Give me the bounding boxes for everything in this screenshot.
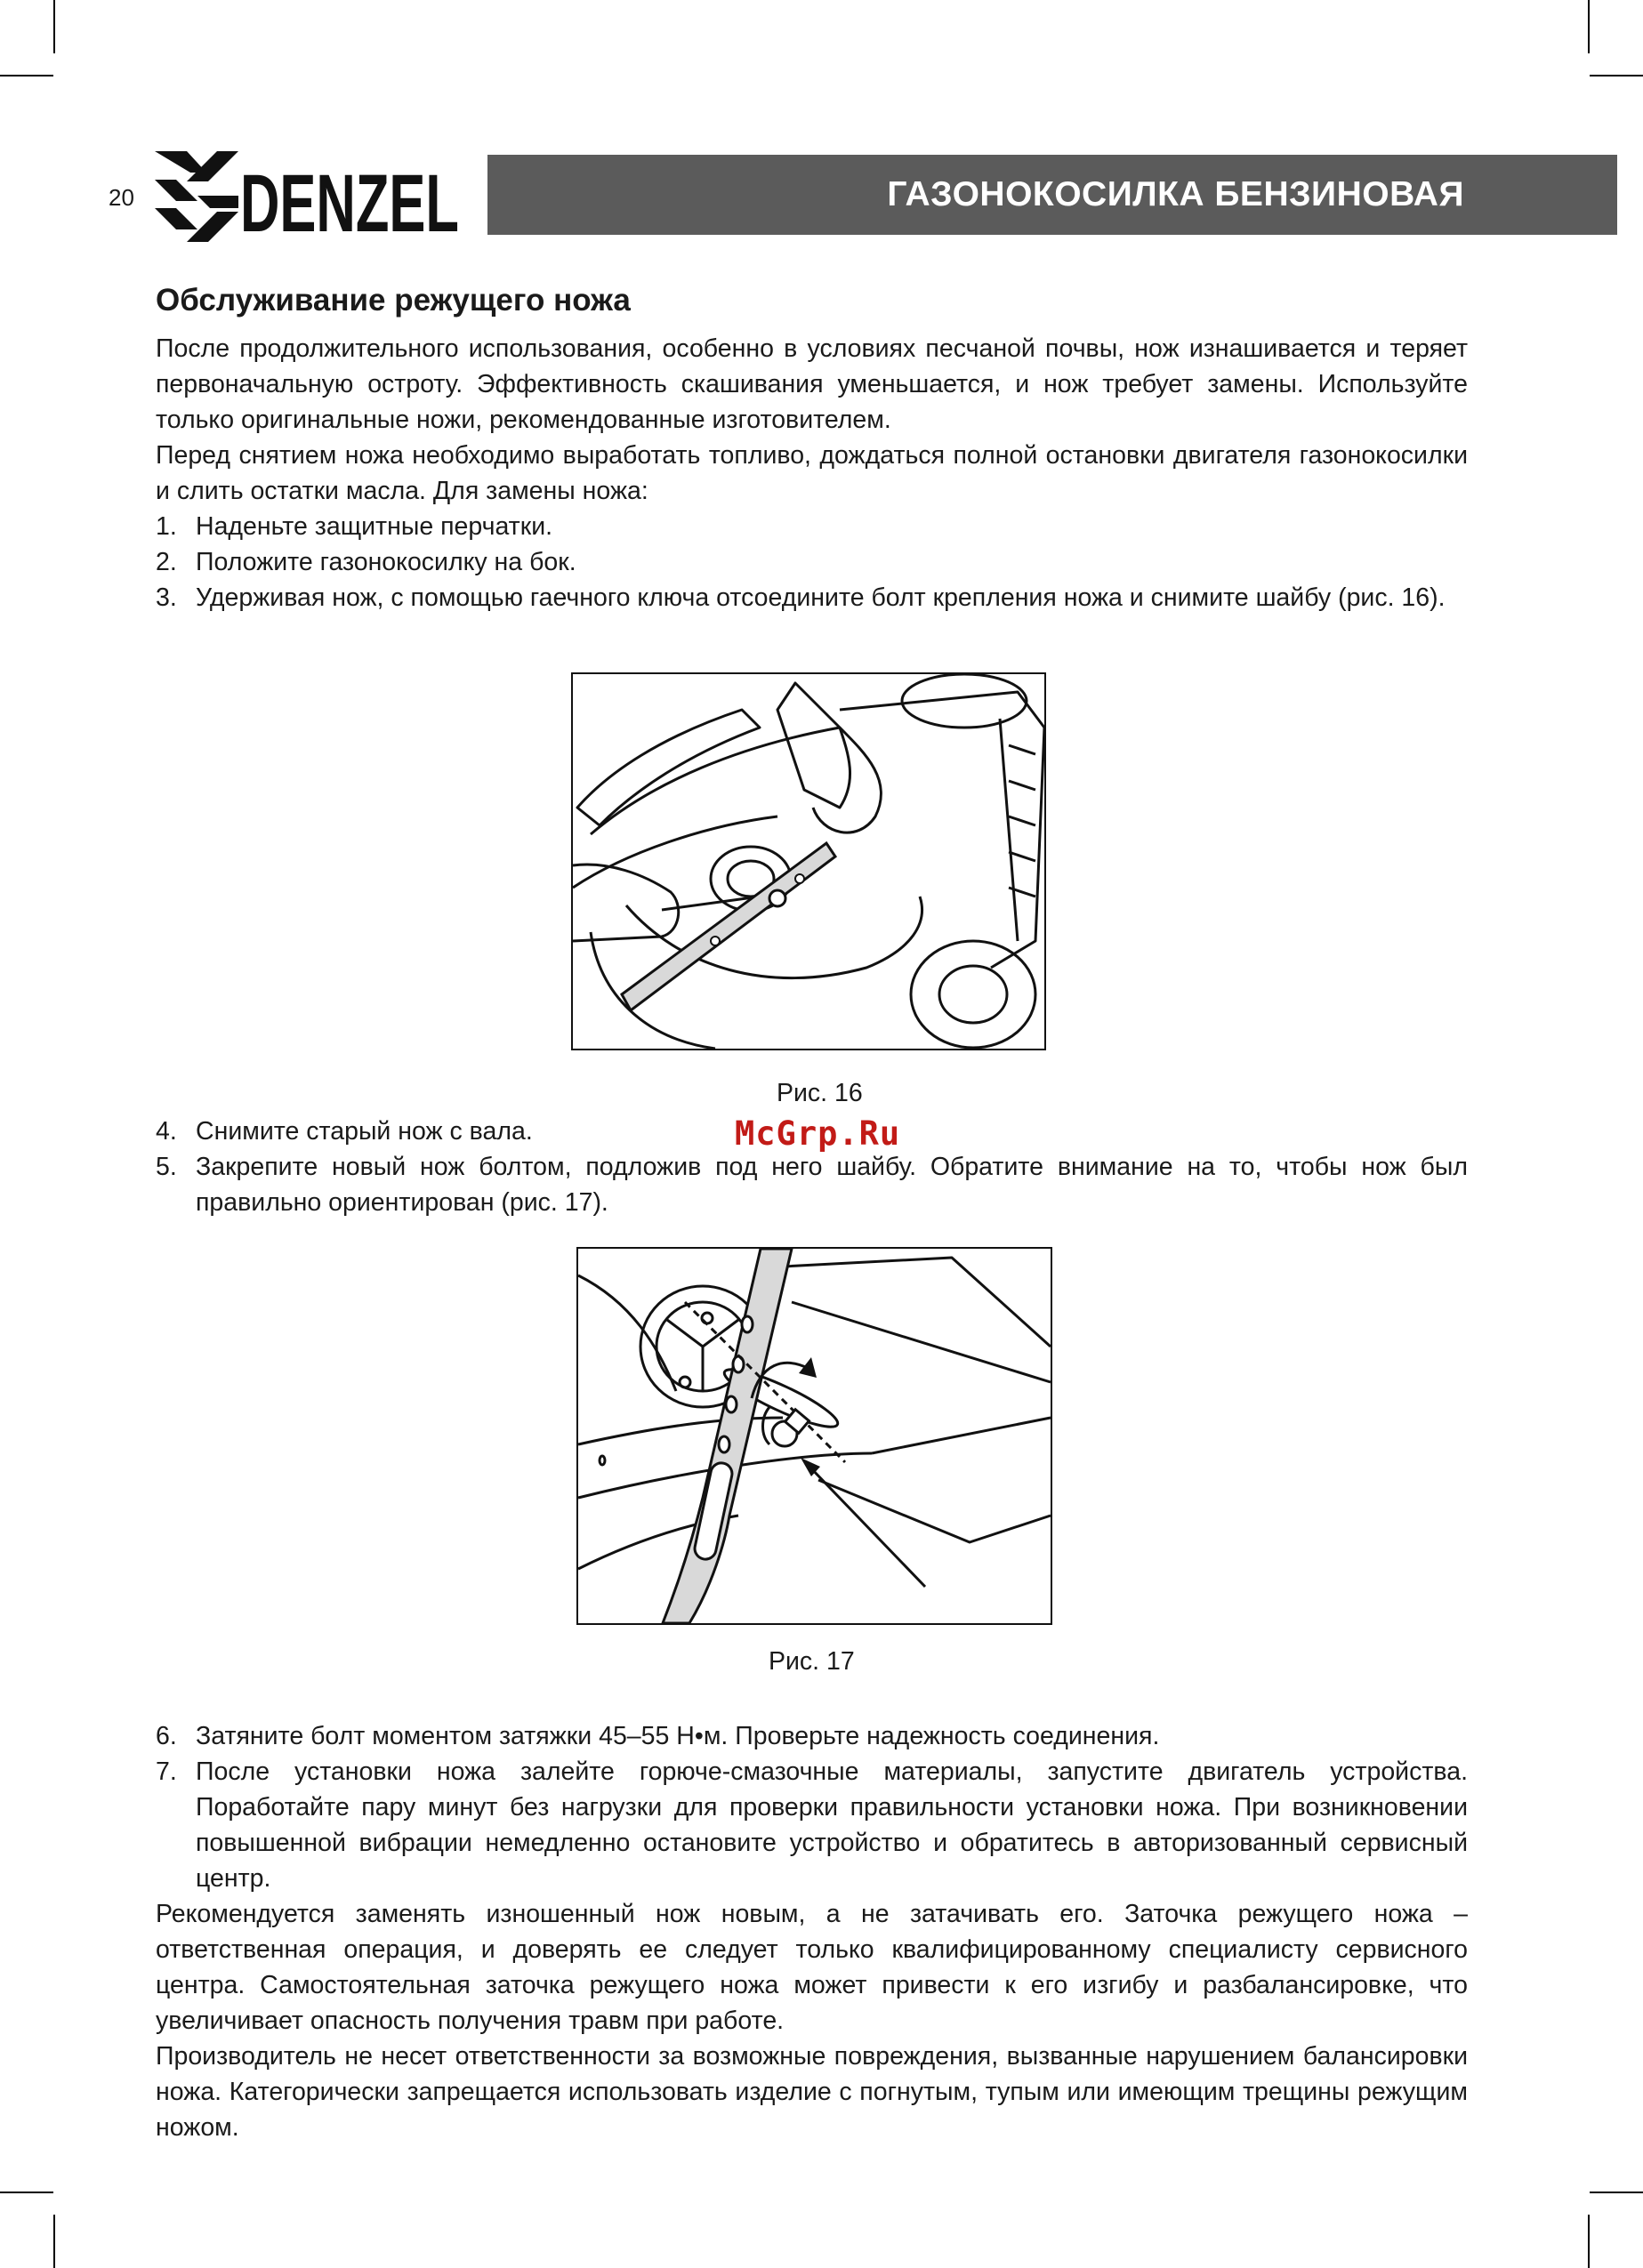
list-item bbox=[156, 1149, 1468, 1220]
list-item bbox=[156, 544, 1468, 580]
logo-wordmark: DENZEL bbox=[240, 158, 459, 249]
step-text: Снимите старый нож с вала. bbox=[196, 1117, 533, 1146]
step-text: Наденьте защитные перчатки. bbox=[196, 512, 553, 541]
paragraph: Рекомендуется заменять изношенный нож новым, а не затачивать его. Заточка режущего ножа – ответственная операция, и доверять ее следует только квалифицированному специалисту сервисного центра. Самостоятельная заточка режущего ножа может привести к его изгибу и разбалансировке, что увеличивает опасность получения травм при работе. bbox=[156, 1900, 1468, 2035]
intro-block bbox=[156, 331, 1468, 615]
step-text: Удерживая нож, с помощью гаечного ключа отсоедините болт крепления ножа и снимите шайбу (рис. 16). bbox=[196, 583, 1446, 612]
brand-logo bbox=[151, 149, 463, 249]
step-number: 2. bbox=[156, 548, 177, 576]
step-number: 1. bbox=[156, 512, 177, 541]
step-number: 3. bbox=[156, 583, 177, 612]
crop-mark bbox=[53, 2215, 55, 2268]
header-title-bar: ГАЗОНОКОСИЛКА БЕНЗИНОВАЯ bbox=[487, 155, 1617, 235]
watermark: McGrp.Ru bbox=[735, 1114, 901, 1153]
step-list bbox=[156, 1718, 1468, 1896]
crop-mark bbox=[1590, 2192, 1643, 2193]
crop-mark bbox=[1588, 0, 1590, 53]
crop-mark bbox=[1590, 75, 1643, 76]
paragraph: После продолжительного использования, особенно в условиях песчаной почвы, нож изнашивается и теряет первоначальную остроту. Эффективность скашивания уменьшается, и нож требует замены. Используйте только оригинальные ножи, рекомендованные изготовителем. bbox=[156, 334, 1468, 434]
figure-17-caption: Рис. 17 bbox=[769, 1647, 855, 1676]
crop-mark bbox=[1588, 2215, 1590, 2268]
paragraph: Производитель не несет ответственности за возможные повреждения, вызванные нарушением балансировки ножа. Категорически запрещается использовать изделие с погнутым, тупым или имеющим трещины режущим ножом. bbox=[156, 2042, 1468, 2142]
step-number: 6. bbox=[156, 1722, 177, 1750]
figure-16-caption: Рис. 16 bbox=[777, 1079, 863, 1107]
steps-block-3 bbox=[156, 1718, 1468, 2145]
paragraph: Перед снятием ножа необходимо выработать топливо, дождаться полной остановки двигателя газонокосилки и слить остатки масла. Для замены ножа: bbox=[156, 441, 1468, 505]
list-item bbox=[156, 509, 1468, 544]
step-text: Положите газонокосилку на бок. bbox=[196, 548, 576, 576]
list-item bbox=[156, 1718, 1468, 1754]
section-title: Обслуживание режущего ножа bbox=[156, 283, 631, 318]
crop-mark bbox=[0, 75, 53, 76]
mower-blade-removal-illustration bbox=[573, 674, 1044, 1049]
list-item bbox=[156, 580, 1468, 615]
step-number: 7. bbox=[156, 1757, 177, 1786]
figure-16 bbox=[571, 672, 1046, 1050]
step-text: Закрепите новый нож болтом, подложив под него шайбу. Обратите внимание на то, чтобы нож был правильно ориентирован (рис. 17). bbox=[196, 1153, 1468, 1217]
step-number: 4. bbox=[156, 1117, 177, 1146]
step-number: 5. bbox=[156, 1153, 177, 1181]
crop-mark bbox=[53, 0, 55, 53]
figure-17 bbox=[576, 1247, 1052, 1625]
step-text: После установки ножа залейте горюче-смазочные материалы, запустите двигатель устройства. Поработайте пару минут без нагрузки для проверки правильности установки ножа. При возникновении повышенной вибрации немедленно остановите устройство и обратитесь в авторизованный сервисный центр. bbox=[196, 1757, 1468, 1893]
step-text: Затяните болт моментом затяжки 45–55 Н•м. Проверьте надежность соединения. bbox=[196, 1722, 1160, 1750]
crop-mark bbox=[0, 2192, 53, 2193]
list-item bbox=[156, 1754, 1468, 1896]
blade-install-illustration bbox=[578, 1249, 1051, 1623]
step-list bbox=[156, 509, 1468, 615]
logo-emblem-icon bbox=[155, 151, 238, 242]
page-number: 20 bbox=[109, 184, 134, 211]
